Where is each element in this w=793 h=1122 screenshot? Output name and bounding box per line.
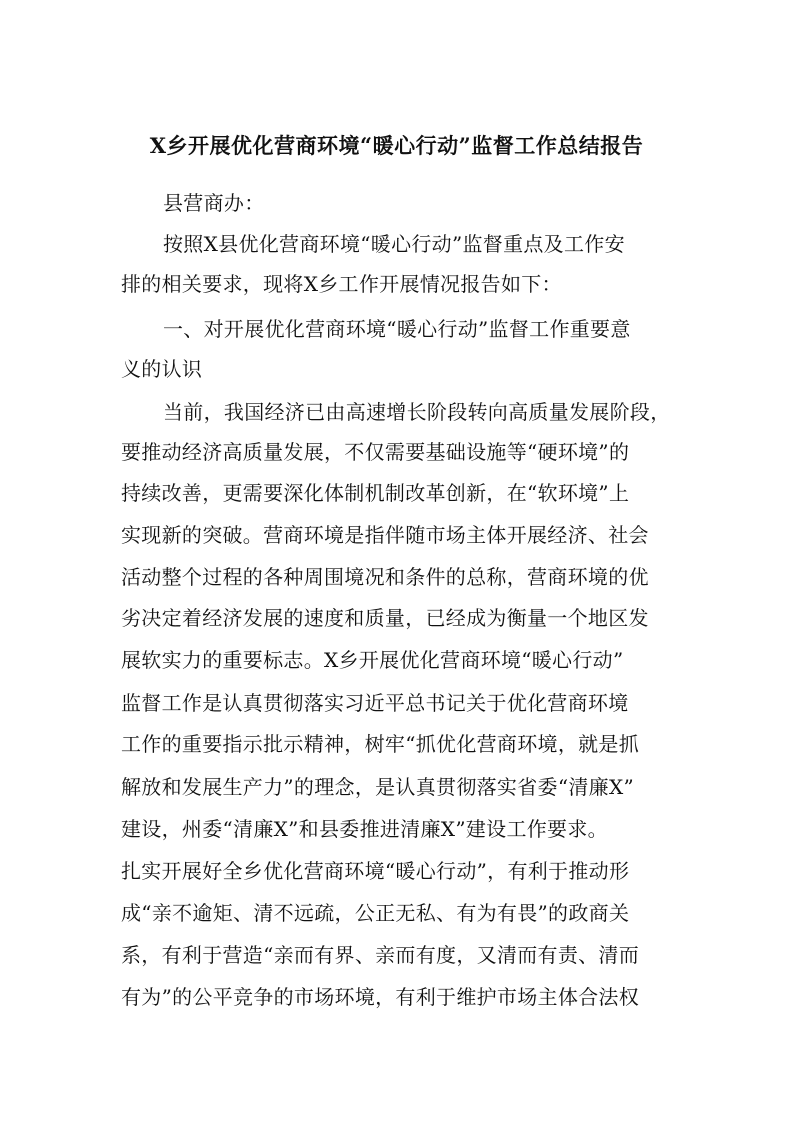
paragraph-line: 解放和发展生产力”的理念，是认真贯彻落实省委“清廉X”: [121, 775, 635, 799]
document-title: X乡开展优化营商环境“暖心行动”监督工作总结报告: [149, 133, 644, 158]
paragraph-line: 建设，州委“清廉X”和县委推进清廉X”建设工作要求。: [121, 817, 608, 841]
paragraph-line: 当前，我国经济已由高速增长阶段转向高质量发展阶段，: [163, 400, 671, 424]
paragraph-line: 工作的重要指示批示精神，树牢“抓优化营商环境，就是抓: [121, 732, 640, 756]
paragraph-line: 系，有利于营造“亲而有界、亲而有度，又清而有责、清而: [121, 943, 640, 967]
paragraph-line: 劣决定着经济发展的速度和质量，已经成为衡量一个地区发: [121, 606, 649, 630]
paragraph-line: 扎实开展好全乡优化营商环境“暖心行动”，有利于推动形: [121, 859, 630, 883]
section-heading-line: 义的认识: [121, 357, 203, 381]
paragraph-line: 监督工作是认真贯彻落实习近平总书记关于优化营商环境: [121, 691, 629, 715]
paragraph-line: 展软实力的重要标志。X乡开展优化营商环境“暖心行动”: [121, 648, 624, 672]
paragraph-line: 按照X县优化营商环境“暖心行动”监督重点及工作安: [163, 232, 625, 256]
paragraph-line: 成“亲不逾矩、清不远疏，公正无私、有为有畏”的政商关: [121, 901, 630, 925]
paragraph-line: 排的相关要求，现将X乡工作开展情况报告如下：: [121, 272, 562, 296]
paragraph-line: 有为”的公平竞争的市场环境，有利于维护市场主体合法权: [121, 985, 640, 1009]
salutation: 县营商办：: [163, 191, 265, 215]
paragraph-line: 活动整个过程的各种周围境况和条件的总称，营商环境的优: [121, 565, 649, 589]
section-heading-line: 一、对开展优化营商环境“暖心行动”监督工作重要意: [163, 317, 631, 341]
paragraph-line: 要推动经济高质量发展，不仅需要基础设施等“硬环境”的: [121, 440, 630, 464]
paragraph-line: 实现新的突破。营商环境是指伴随市场主体开展经济、社会: [121, 523, 649, 547]
paragraph-line: 持续改善，更需要深化体制机制改革创新，在“软环境”上: [121, 481, 630, 505]
